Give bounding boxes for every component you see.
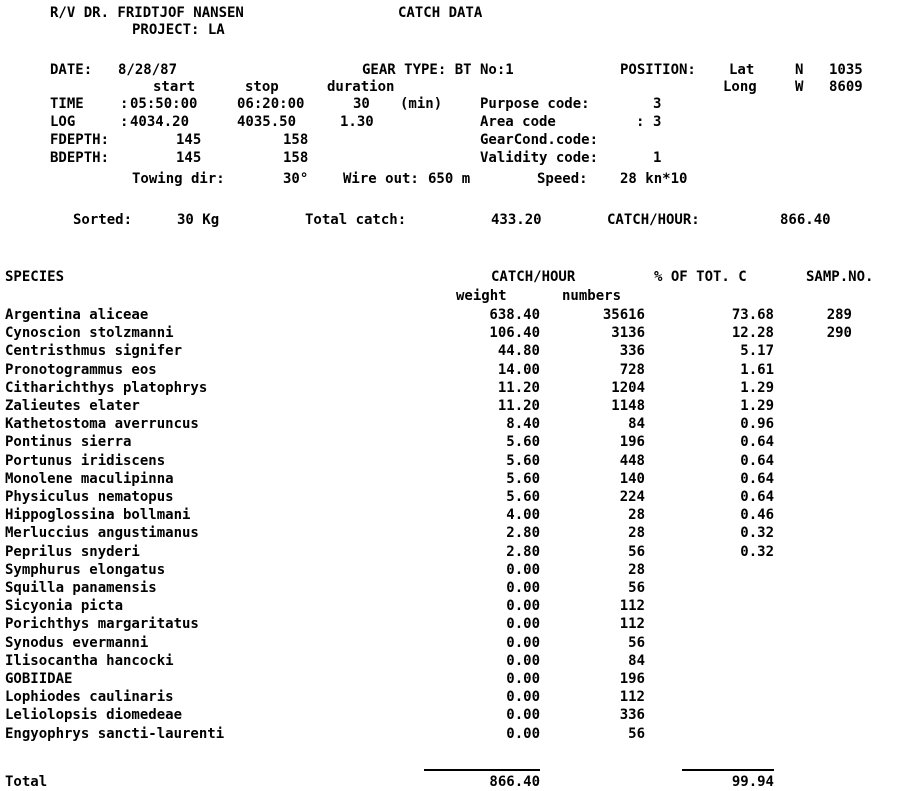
lat-hemisphere: N <box>795 62 804 78</box>
species-name: Hippoglossina bollmani <box>5 507 191 523</box>
species-name: Kathetostoma averruncus <box>5 416 199 432</box>
numbers-value: 196 <box>619 434 645 450</box>
speed-value: 28 kn*10 <box>620 171 688 187</box>
species-name: Leliolopsis diomedeae <box>5 707 183 723</box>
species-name: Synodus evermanni <box>5 635 149 651</box>
weight-value: 0.00 <box>506 726 540 742</box>
species-name: Lophiodes caulinaris <box>5 689 174 705</box>
pct-value: 0.96 <box>740 416 774 432</box>
total-pct: 99.94 <box>731 774 774 790</box>
weight-value: 0.00 <box>506 653 540 669</box>
fdepth-stop: 158 <box>283 132 309 148</box>
numbers-value: 1148 <box>611 398 645 414</box>
numbers-value: 196 <box>619 671 645 687</box>
weight-value: 0.00 <box>506 671 540 687</box>
date-value: 8/28/87 <box>118 62 178 78</box>
document-title: CATCH DATA <box>398 5 483 21</box>
numbers-value: 28 <box>628 525 645 541</box>
numbers-value: 84 <box>628 653 645 669</box>
numbers-value: 728 <box>619 362 645 378</box>
numbers-value: 224 <box>619 489 645 505</box>
weight-value: 2.80 <box>506 544 540 560</box>
sample-number: 289 <box>826 307 852 323</box>
time-label: TIME <box>50 96 84 112</box>
pct-value: 0.64 <box>740 471 774 487</box>
species-name: Monolene maculipinna <box>5 471 174 487</box>
weight-value: 5.60 <box>506 489 540 505</box>
long-value: 8609 <box>829 79 863 95</box>
position-label: POSITION: <box>620 62 696 78</box>
sorted-value: 30 Kg <box>177 212 220 228</box>
vessel-name: R/V DR. FRIDTJOF NANSEN <box>50 5 244 21</box>
species-name: Centristhmus signifer <box>5 343 183 359</box>
numbers-value: 35616 <box>602 307 645 323</box>
numbers-value: 3136 <box>611 325 645 341</box>
weight-value: 44.80 <box>497 343 540 359</box>
weight-value: 0.00 <box>506 562 540 578</box>
time-duration: 30 <box>353 96 370 112</box>
pct-value: 1.29 <box>740 398 774 414</box>
weight-value: 638.40 <box>489 307 540 323</box>
date-label: DATE: <box>50 62 93 78</box>
log-duration: 1.30 <box>340 114 374 130</box>
species-name: Citharichthys platophrys <box>5 380 208 396</box>
pct-value: 0.32 <box>740 525 774 541</box>
purpose-code-value: 3 <box>653 96 662 112</box>
numbers-value: 28 <box>628 562 645 578</box>
pct-total-header: % OF TOT. C <box>654 269 747 285</box>
numbers-value: 112 <box>619 616 645 632</box>
pct-value: 0.46 <box>740 507 774 523</box>
fdepth-label: FDEPTH: <box>50 132 110 148</box>
purpose-code-label: Purpose code: <box>480 96 590 112</box>
numbers-value: 336 <box>619 343 645 359</box>
speed-label: Speed: <box>537 171 588 187</box>
numbers-value: 448 <box>619 453 645 469</box>
species-name: Portunus iridiscens <box>5 453 166 469</box>
bdepth-label: BDEPTH: <box>50 150 110 166</box>
total-weight: 866.40 <box>489 774 540 790</box>
pct-value: 1.61 <box>740 362 774 378</box>
weight-value: 2.80 <box>506 525 540 541</box>
species-name: Ilisocantha hancocki <box>5 653 174 669</box>
pct-value: 5.17 <box>740 343 774 359</box>
project-label: PROJECT: LA <box>132 22 225 38</box>
species-name: Symphurus elongatus <box>5 562 166 578</box>
col-stop-header: stop <box>245 79 279 95</box>
bdepth-start: 145 <box>176 150 202 166</box>
numbers-value: 28 <box>628 507 645 523</box>
sample-number: 290 <box>826 325 852 341</box>
weight-value: 5.60 <box>506 434 540 450</box>
sorted-label: Sorted: <box>73 212 133 228</box>
species-name: Porichthys margaritatus <box>5 616 199 632</box>
weight-value: 11.20 <box>497 380 540 396</box>
long-hemisphere: W <box>795 79 804 95</box>
weight-value: 0.00 <box>506 580 540 596</box>
total-label: Total <box>5 774 48 790</box>
weight-value: 0.00 <box>506 598 540 614</box>
bdepth-stop: 158 <box>283 150 309 166</box>
numbers-value: 112 <box>619 598 645 614</box>
numbers-value: 140 <box>619 471 645 487</box>
species-name: Engyophrys sancti-laurenti <box>5 726 225 742</box>
pct-value: 0.32 <box>740 544 774 560</box>
time-start: 05:50:00 <box>130 96 198 112</box>
weight-value: 14.00 <box>497 362 540 378</box>
towing-dir-label: Towing dir: <box>132 171 225 187</box>
lat-label: Lat <box>729 62 755 78</box>
lat-value: 1035 <box>829 62 863 78</box>
weight-value: 8.40 <box>506 416 540 432</box>
weight-value: 11.20 <box>497 398 540 414</box>
pct-value: 0.64 <box>740 434 774 450</box>
log-start: 4034.20 <box>130 114 190 130</box>
validity-code-value: 1 <box>653 150 662 166</box>
species-header: SPECIES <box>5 269 65 285</box>
area-code-label: Area code <box>480 114 556 130</box>
long-label: Long <box>723 79 757 95</box>
catch-per-hour-value: 866.40 <box>780 212 831 228</box>
weight-header: weight <box>456 288 507 304</box>
wire-out-label: Wire out: <box>343 171 419 187</box>
pct-value: 12.28 <box>731 325 774 341</box>
species-name: Argentina aliceae <box>5 307 149 323</box>
towing-dir-value: 30° <box>283 171 309 187</box>
log-label: LOG <box>50 114 76 130</box>
species-name: Cynoscion stolzmanni <box>5 325 174 341</box>
log-stop: 4035.50 <box>237 114 297 130</box>
numbers-header: numbers <box>562 288 622 304</box>
pct-value: 0.64 <box>740 489 774 505</box>
pct-total-rule <box>682 769 774 771</box>
fdepth-start: 145 <box>176 132 202 148</box>
numbers-value: 56 <box>628 580 645 596</box>
total-catch-value: 433.20 <box>491 212 542 228</box>
catch-per-hour-header: CATCH/HOUR <box>491 269 576 285</box>
weight-value: 4.00 <box>506 507 540 523</box>
species-name: Pronotogrammus eos <box>5 362 157 378</box>
weight-value: 0.00 <box>506 635 540 651</box>
gear-cond-code-label: GearCond.code: <box>480 132 599 148</box>
species-name: Squilla panamensis <box>5 580 157 596</box>
weight-total-rule <box>424 769 540 771</box>
catch-per-hour-label: CATCH/HOUR: <box>607 212 700 228</box>
species-name: Pontinus sierra <box>5 434 132 450</box>
weight-value: 0.00 <box>506 689 540 705</box>
sample-number-header: SAMP.NO. <box>806 269 874 285</box>
weight-value: 0.00 <box>506 707 540 723</box>
wire-out-value: 650 m <box>428 171 471 187</box>
gear-type: GEAR TYPE: BT No:1 <box>362 62 514 78</box>
validity-code-label: Validity code: <box>480 150 599 166</box>
weight-value: 106.40 <box>489 325 540 341</box>
weight-value: 5.60 <box>506 453 540 469</box>
weight-value: 5.60 <box>506 471 540 487</box>
total-catch-label: Total catch: <box>305 212 407 228</box>
numbers-value: 336 <box>619 707 645 723</box>
pct-value: 0.64 <box>740 453 774 469</box>
species-name: Sicyonia picta <box>5 598 124 614</box>
pct-value: 73.68 <box>731 307 774 323</box>
species-name: GOBIIDAE <box>5 671 73 687</box>
species-name: Merluccius angustimanus <box>5 525 199 541</box>
time-stop: 06:20:00 <box>237 96 305 112</box>
numbers-value: 112 <box>619 689 645 705</box>
pct-value: 1.29 <box>740 380 774 396</box>
weight-value: 0.00 <box>506 616 540 632</box>
time-unit: (min) <box>400 96 443 112</box>
numbers-value: 56 <box>628 635 645 651</box>
numbers-value: 1204 <box>611 380 645 396</box>
col-duration-header: duration <box>327 79 395 95</box>
area-code-value: 3 <box>653 114 662 130</box>
numbers-value: 56 <box>628 726 645 742</box>
species-name: Zalieutes elater <box>5 398 140 414</box>
numbers-value: 56 <box>628 544 645 560</box>
species-name: Peprilus snyderi <box>5 544 140 560</box>
species-name: Physiculus nematopus <box>5 489 174 505</box>
col-start-header: start <box>153 79 196 95</box>
numbers-value: 84 <box>628 416 645 432</box>
